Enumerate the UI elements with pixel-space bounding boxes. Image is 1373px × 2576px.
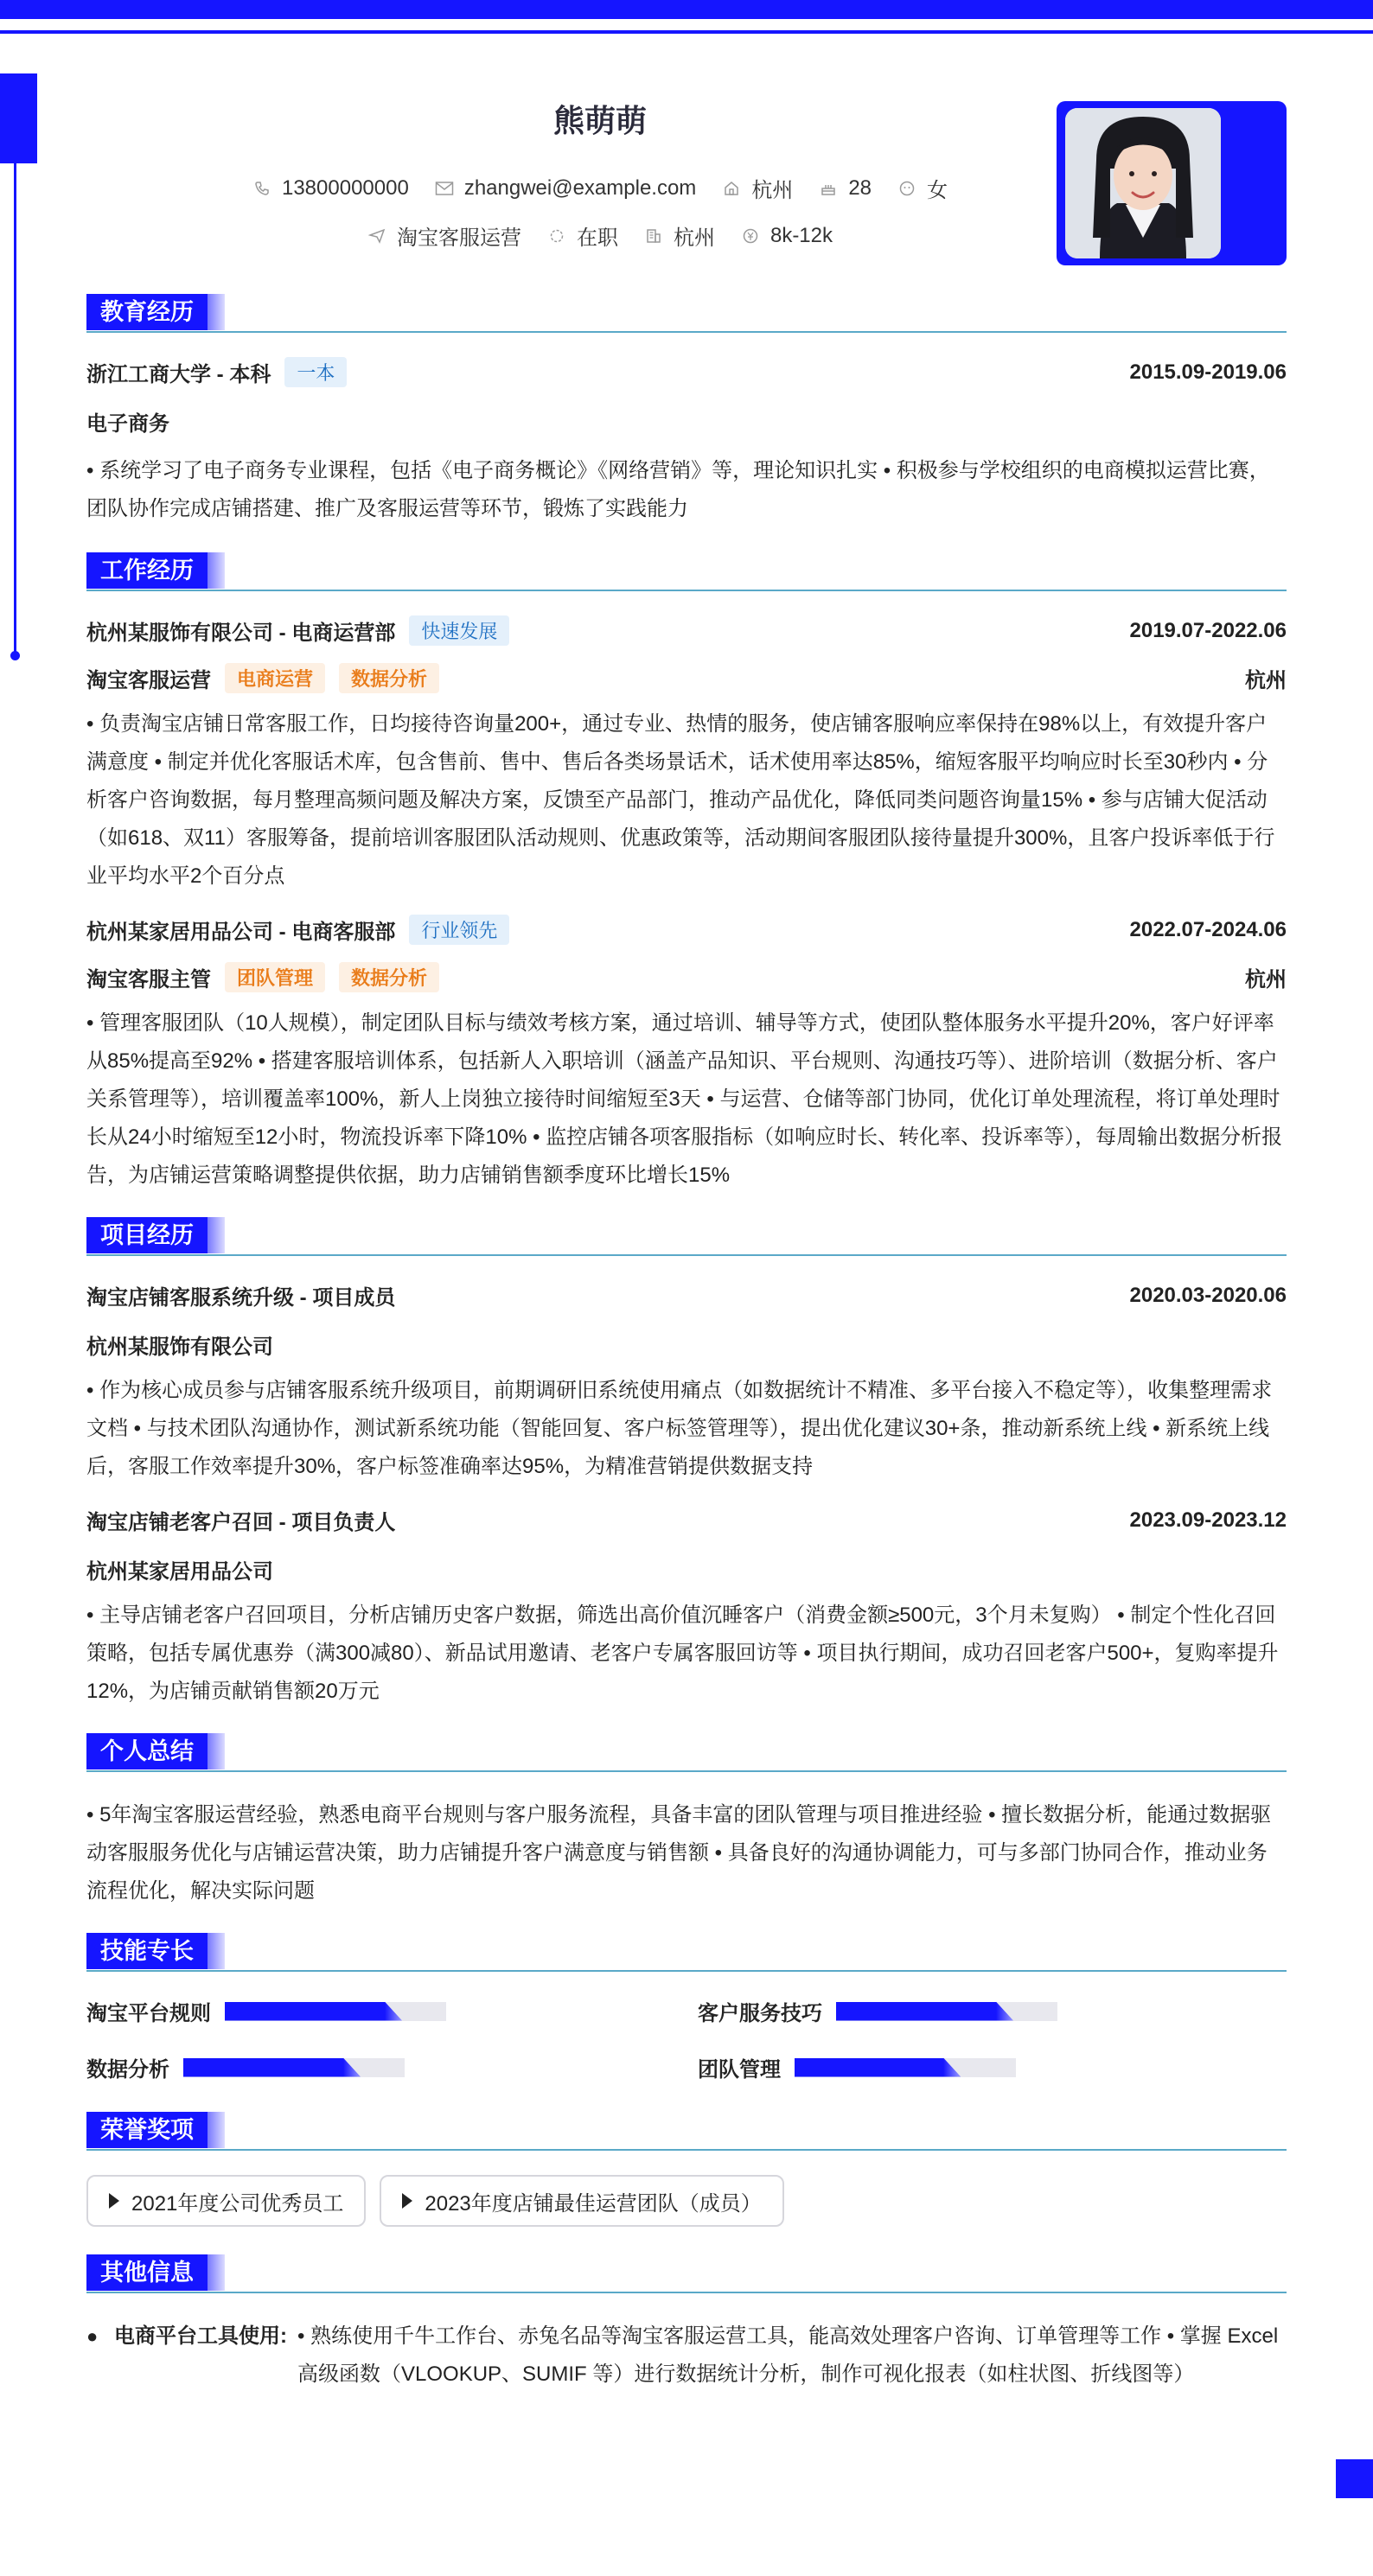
job-item xyxy=(367,220,521,251)
project-title-row xyxy=(86,1505,1287,1535)
work-desc: • 管理客服团队（10人规模），制定团队目标与绩效考核方案，通过培训、辅导等方式，使团队整体服务水平提升20%，客户好评率从85%提高至92% • 搭建客服培训体系，包括新人入职培训（涵盖产品知识、平台规则、沟通技巧等）、进阶培训（数据分析、客户关系管理等），培训覆盖率100%，新人上岗独立接待时间缩短至3天 • 与运营、仓储等部门协同，优化订单处理流程，将订单处理时长从24小时缩短至12小时，物流投诉率下降10% • 监控店铺各项客服指标（如响应时长、转化率、投诉率等），每周输出数据分析报告，为店铺运营策略调整提供依据，助力店铺销售额季度环比增长15% xyxy=(86,1011,1283,1187)
summary-desc: • 5年淘宝客服运营经验，熟悉电商平台规则与客户服务流程，具备丰富的团队管理与项目推进经验 • 擅长数据分析，能通过数据驱动客服服务优化与店铺运营决策，助力店铺提升客户满意度与销售额 • 具备良好的沟通协调能力，可与多部门协同合作，推动业务流程优化，解决实际问题 xyxy=(86,1803,1272,1903)
school-tag: 一本 xyxy=(284,357,347,387)
resume-header xyxy=(86,0,1287,294)
other-item xyxy=(86,2318,1287,2394)
work-date: 2022.07-2024.06 xyxy=(1129,917,1287,941)
honors-heading xyxy=(86,2112,1287,2151)
other-section xyxy=(86,2254,1287,2394)
salary-text: 8k-12k xyxy=(770,223,833,247)
work-date: 2019.07-2022.06 xyxy=(1129,618,1287,642)
project-title-row xyxy=(86,1280,1287,1310)
work-desc: • 负责淘宝店铺日常客服工作，日均接待咨询量200+，通过专业、热情的服务，使店铺客服响应率保持在98%以上，有效提升客户满意度 • 制定并优化客服话术库，包含售前、售中、售后各类场景话术，话术使用率达85%，缩短客服平均响应时长至30秒内 • 分析客户咨询数据，每月整理高频问题及解决方案，反馈至产品部门，推动产品优化，降低同类问题咨询量15% • 参与店铺大促活动（如618、双11）客服筹备，提前培训客服团队活动规则、优惠政策等，活动期间客服团队接待量提升300%，且客户投诉率低于行业平均水平2个百分点 xyxy=(86,712,1275,888)
skills-section xyxy=(86,1933,1287,2082)
age-text: 28 xyxy=(848,175,872,200)
role-name: 淘宝客服运营 xyxy=(86,669,211,692)
section-rule xyxy=(86,1770,1287,1772)
phone-text: 13800000000 xyxy=(281,175,409,200)
education-heading xyxy=(86,294,1287,333)
work-section xyxy=(86,552,1287,1195)
company-tag: 快速发展 xyxy=(409,615,509,646)
email-text: zhangwei@example.com xyxy=(463,175,697,200)
salary-item xyxy=(741,220,833,251)
section-rule xyxy=(86,1254,1287,1256)
company-name: 杭州某家居用品公司 - 电商客服部 xyxy=(86,921,396,944)
work-heading xyxy=(86,552,1287,591)
right-accent-block xyxy=(1336,2459,1373,2498)
education-row xyxy=(86,357,1287,387)
role-name: 淘宝客服主管 xyxy=(86,968,211,992)
school-name: 浙江工商大学 - 本科 xyxy=(86,363,271,386)
education-desc: • 系统学习了电子商务专业课程，包括《电子商务概论》《网络营销》等，理论知识扎实 • 积极参与学校组织的电商模拟运营比赛，团队协作完成店铺搭建、推广及客服运营等环节，锻炼了实践能力 xyxy=(86,459,1270,520)
target-city-text: 杭州 xyxy=(673,226,715,250)
work-item xyxy=(86,915,1287,1195)
section-title: 项目经历 xyxy=(86,1217,208,1253)
gender-item xyxy=(897,173,948,203)
section-rule xyxy=(86,590,1287,591)
project-desc: • 主导店铺老客户召回项目，分析店铺历史客户数据，筛选出高价值沉睡客户（消费金额≥500元，3个月未复购） • 制定个性化召回策略，包括专属优惠券（满300减80）、新品试用邀请、老客户专属客服回访等 • 项目执行期间，成功召回老客户500+，复购率提升12%，为店铺贡献销售额20万元 xyxy=(86,1604,1279,1703)
section-title: 技能专长 xyxy=(86,1933,208,1969)
photo-frame xyxy=(1057,101,1287,265)
project-company-row xyxy=(86,1329,1287,1360)
section-title: 工作经历 xyxy=(86,552,208,589)
honors-section xyxy=(86,2112,1287,2227)
work-company-row xyxy=(86,915,1287,945)
job-intent-row xyxy=(86,220,1114,251)
skill-bar-fill xyxy=(183,2058,361,2077)
role-tag: 数据分析 xyxy=(339,663,439,693)
project-company: 杭州某家居用品公司 xyxy=(86,1560,273,1584)
work-item xyxy=(86,615,1287,896)
role-tag: 电商运营 xyxy=(225,663,325,693)
summary-section xyxy=(86,1733,1287,1910)
section-title-tail xyxy=(208,1933,225,1969)
left-accent-dot xyxy=(10,651,20,660)
project-heading xyxy=(86,1217,1287,1256)
email-item xyxy=(435,173,697,203)
play-icon xyxy=(109,2193,119,2209)
company-tag: 行业领先 xyxy=(409,915,509,945)
skill-name: 数据分析 xyxy=(86,2058,169,2082)
section-title-tail xyxy=(208,1217,225,1253)
work-company-row xyxy=(86,615,1287,646)
project-title: 淘宝店铺客服系统升级 - 项目成员 xyxy=(86,1286,396,1310)
play-icon xyxy=(402,2193,412,2209)
work-city: 杭州 xyxy=(1245,968,1287,992)
skill-bar-fill xyxy=(225,2002,402,2021)
status-icon xyxy=(547,226,566,245)
section-title-tail xyxy=(208,2254,225,2291)
building-icon xyxy=(644,226,663,245)
avatar xyxy=(1065,108,1221,258)
project-item xyxy=(86,1280,1287,1486)
cake-icon xyxy=(819,179,838,198)
award-list xyxy=(86,2175,1287,2227)
award-text: 2023年度店铺最佳运营团队（成员） xyxy=(425,2191,762,2216)
education-section xyxy=(86,294,1287,528)
section-title: 荣誉奖项 xyxy=(86,2112,208,2148)
skill-name: 客户服务技巧 xyxy=(698,2002,822,2025)
skill-bar xyxy=(836,2002,1057,2021)
face-icon xyxy=(897,179,916,198)
summary-heading xyxy=(86,1733,1287,1772)
award-item xyxy=(380,2175,783,2227)
award-item xyxy=(86,2175,366,2227)
skill-name: 团队管理 xyxy=(698,2058,781,2082)
skills-heading xyxy=(86,1933,1287,1972)
bullet-dot: ● xyxy=(86,2325,99,2347)
project-date: 2020.03-2020.06 xyxy=(1129,1283,1287,1307)
status-text: 在职 xyxy=(576,226,618,250)
candidate-name: 熊萌萌 xyxy=(552,103,647,138)
section-rule xyxy=(86,331,1287,333)
money-icon xyxy=(741,226,760,245)
phone-icon xyxy=(252,179,271,198)
section-rule xyxy=(86,1970,1287,1972)
award-text: 2021年度公司优秀员工 xyxy=(131,2191,344,2216)
project-section xyxy=(86,1217,1287,1711)
contact-row xyxy=(86,173,1114,203)
age-item xyxy=(819,173,872,203)
skill-item xyxy=(86,1996,698,2026)
project-date: 2023.09-2023.12 xyxy=(1129,1508,1287,1532)
city-item xyxy=(722,173,793,203)
skill-item xyxy=(698,2052,1287,2082)
skill-name: 淘宝平台规则 xyxy=(86,2002,211,2025)
skill-bar-fill xyxy=(836,2002,1013,2021)
send-icon xyxy=(367,226,386,245)
section-title-tail xyxy=(208,1733,225,1769)
project-desc: • 作为核心成员参与店铺客服系统升级项目，前期调研旧系统使用痛点（如数据统计不精准、多平台接入不稳定等），收集整理需求文档 • 与技术团队沟通协作，测试新系统功能（智能回复、客户标签管理等），提出优化建议30+条，推动新系统上线 • 新系统上线后，客服工作效率提升30%，客户标签准确率达95%，为精准营销提供数据支持 xyxy=(86,1379,1273,1478)
skill-item xyxy=(698,1996,1287,2026)
phone-item xyxy=(252,173,409,203)
work-city: 杭州 xyxy=(1245,669,1287,692)
section-title: 其他信息 xyxy=(86,2254,208,2291)
major-name: 电子商务 xyxy=(86,412,169,436)
skill-bar xyxy=(183,2058,405,2077)
project-item xyxy=(86,1505,1287,1711)
skill-bar xyxy=(795,2058,1016,2077)
project-company-row xyxy=(86,1554,1287,1584)
gender-text: 女 xyxy=(927,179,948,202)
role-tag: 团队管理 xyxy=(225,962,325,992)
other-label: 电商平台工具使用: xyxy=(114,2324,287,2348)
status-item xyxy=(547,220,618,251)
target-city-item xyxy=(644,220,715,251)
education-date: 2015.09-2019.06 xyxy=(1129,360,1287,384)
other-heading xyxy=(86,2254,1287,2293)
project-company: 杭州某服饰有限公司 xyxy=(86,1336,273,1359)
section-title-tail xyxy=(208,2112,225,2148)
skill-bar xyxy=(225,2002,446,2021)
job-text: 淘宝客服运营 xyxy=(396,226,521,250)
work-role-row xyxy=(86,962,1287,992)
skill-grid xyxy=(86,1996,1287,2082)
section-rule xyxy=(86,2292,1287,2293)
mail-icon xyxy=(435,179,454,198)
company-name: 杭州某服饰有限公司 - 电商运营部 xyxy=(86,622,396,645)
resume-content xyxy=(86,0,1287,2394)
work-role-row xyxy=(86,663,1287,693)
section-title-tail xyxy=(208,552,225,589)
section-title: 教育经历 xyxy=(86,294,208,330)
skill-bar-fill xyxy=(795,2058,961,2077)
home-icon xyxy=(722,179,741,198)
project-title: 淘宝店铺老客户召回 - 项目负责人 xyxy=(86,1511,396,1534)
section-title: 个人总结 xyxy=(86,1733,208,1769)
role-tag: 数据分析 xyxy=(339,962,439,992)
section-rule xyxy=(86,2149,1287,2151)
section-title-tail xyxy=(208,294,225,330)
skill-item xyxy=(86,2052,698,2082)
left-accent-line xyxy=(14,163,16,656)
major-row xyxy=(86,406,1287,437)
city-text: 杭州 xyxy=(751,179,794,202)
other-text: • 熟练使用千牛工作台、赤兔名品等淘宝客服运营工具，能高效处理客户咨询、订单管理等工作 • 掌握 Excel 高级函数（VLOOKUP、SUMIF 等）进行数据统计分析，制作可视化报表（如柱状图、折线图等） xyxy=(297,2324,1279,2386)
left-accent-block xyxy=(0,73,37,163)
